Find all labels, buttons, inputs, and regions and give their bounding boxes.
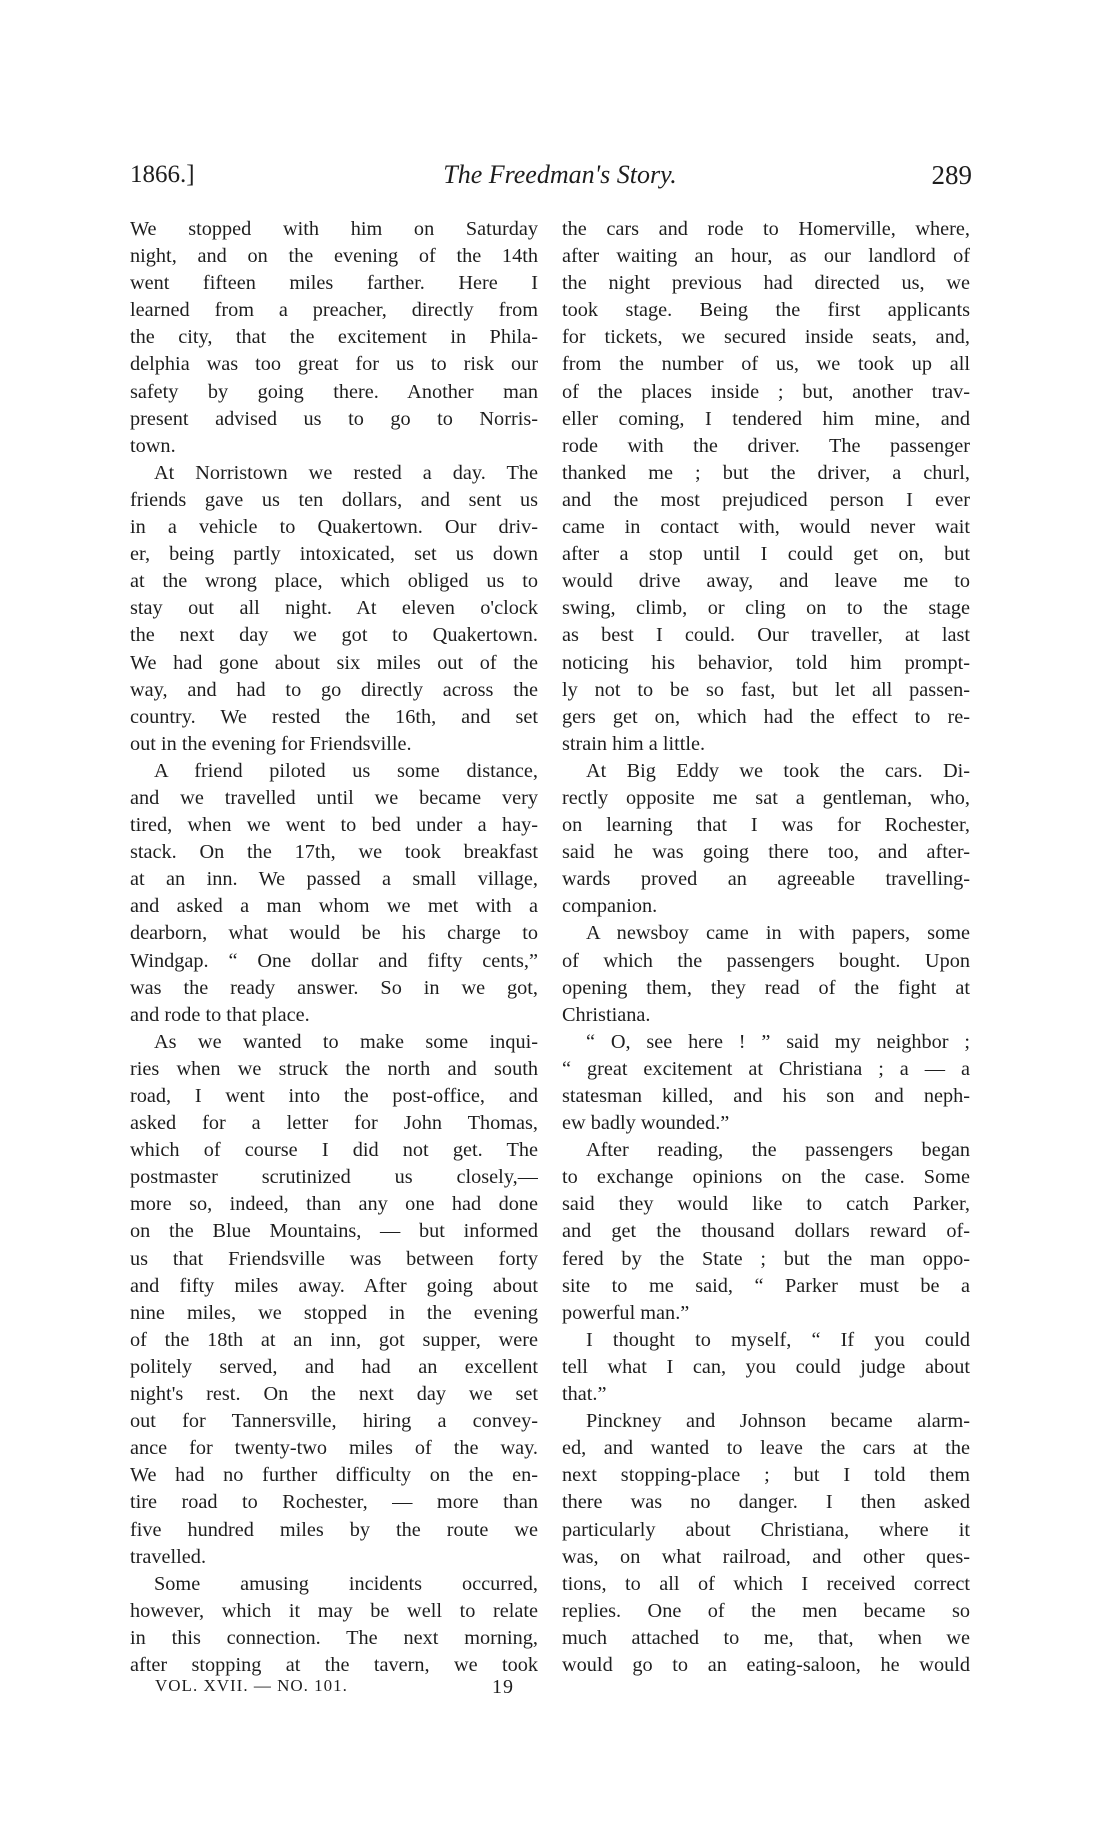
text-line: site to me said, “ Parker must be a [562,1274,970,1297]
paragraph [130,460,538,758]
header-year: 1866.] [130,161,195,188]
text-line: rode with the driver. The passenger [562,434,970,457]
text-line: thanked me ; but the driver, a churl, [562,461,970,484]
text-line: travelled. [130,1545,207,1568]
text-line: strain him a little. [562,732,706,755]
paragraph [562,216,970,758]
text-line: and rode to that place. [130,1003,310,1026]
text-line: delphia was too great for us to risk our [130,353,538,376]
text-line: We had gone about six miles out of the [130,651,538,674]
text-line: five hundred miles by the route we [130,1518,538,1541]
text-line: of the 18th at an inn, got supper, were [130,1328,538,1351]
text-line: eller coming, I tendered him mine, and [562,407,970,430]
text-line: however, which it may be well to relate [130,1599,538,1622]
text-line: to exchange opinions on the case. Some [562,1166,970,1189]
text-line: stay out all night. At eleven o'clock [130,597,538,620]
text-line: night, and on the evening of the 14th [130,245,538,268]
text-line: Windgap. “ One dollar and fifty cents,” [130,949,538,972]
text-line: out in the evening for Friendsville. [130,732,412,755]
text-line: for tickets, we secured inside seats, and, [562,326,970,349]
text-line: next stopping-place ; but I told them [562,1464,970,1487]
paragraph [130,758,538,1029]
text-line: A newsboy came in with papers, some [586,922,970,945]
text-line: after waiting an hour, as our landlord of [562,245,970,268]
text-line: of which the passengers bought. Upon [562,949,970,972]
paragraph [562,758,970,921]
text-line: A friend piloted us some distance, [154,759,538,782]
text-line: wards proved an agreeable travelling- [562,868,970,891]
text-line: stack. On the 17th, we took breakfast [130,841,538,864]
text-line: way, and had to go directly across the [130,678,538,701]
text-line: ries when we struck the north and south [130,1057,538,1080]
text-line: dearborn, what would be his charge to [130,922,538,945]
paragraph [130,1571,538,1679]
text-line: and fifty miles away. After going about [130,1274,538,1297]
text-line: learned from a preacher, directly from [130,299,538,322]
text-line: companion. [562,895,658,918]
text-line: in a vehicle to Quakertown. Our driv- [130,516,538,539]
text-line: ed, and wanted to leave the cars at the [562,1437,970,1460]
text-line: town. [130,434,176,457]
text-line: Pinckney and Johnson became alarm- [586,1410,970,1433]
text-line: the night previous had directed us, we [562,272,970,295]
text-line: er, being partly intoxicated, set us down [130,543,538,566]
text-line: swing, climb, or cling on to the stage [562,597,970,620]
text-column-right [562,216,970,1679]
text-line: We stopped with him on Saturday [130,218,538,240]
paragraph [562,1137,970,1327]
text-line: gers get on, which had the effect to re- [562,705,970,728]
text-line: much attached to me, that, when we [562,1626,970,1649]
text-line: and asked a man whom we met with a [130,895,538,918]
page-number: 289 [931,160,972,190]
text-line: said they would like to catch Parker, [562,1193,970,1216]
text-line: at the wrong place, which obliged us to [130,570,538,593]
text-line: politely served, and had an excellent [130,1355,538,1378]
text-line: rectly opposite me sat a gentleman, who, [562,786,970,809]
paragraph [562,1327,970,1408]
text-line: tire road to Rochester, — more than [130,1491,538,1514]
text-line: asked for a letter for John Thomas, [130,1112,538,1135]
text-line: would go to an eating-saloon, he would [562,1653,970,1676]
text-line: I thought to myself, “ If you could [586,1328,970,1351]
text-line: as best I could. Our traveller, at last [562,624,970,647]
text-line: ly not to be so fast, but let all passen- [562,678,970,701]
text-line: the cars and rode to Homerville, where, [562,218,970,240]
text-line: on the Blue Mountains, — but informed [130,1220,538,1243]
text-line: of the places inside ; but, another trav- [562,380,970,403]
text-line: which of course I did not get. The [130,1139,538,1162]
text-line: At Norristown we rested a day. The [154,461,538,484]
text-line: night's rest. On the next day we set [130,1383,538,1406]
text-line: We had no further difficulty on the en- [130,1464,538,1487]
text-line: took stage. Being the first applicants [562,299,970,322]
text-line: road, I went into the post-office, and [130,1085,538,1107]
text-line: was the ready answer. So in we got, [130,976,538,999]
text-line: the city, that the excitement in Phila- [130,326,538,349]
text-line: opening them, they read of the fight at [562,976,970,999]
text-line: particularly about Christiana, where it [562,1518,970,1541]
text-line: us that Friendsville was between forty [130,1247,538,1270]
text-line: ance for twenty-two miles of the way. [130,1437,538,1460]
paragraph [562,920,970,1028]
text-line: At Big Eddy we took the cars. Di- [586,759,970,782]
text-line: Christiana. [562,1003,651,1026]
text-column-left [130,216,538,1679]
text-line: nine miles, we stopped in the evening [130,1301,538,1324]
text-line: As we wanted to make some inqui- [154,1030,538,1053]
text-line: at an inn. We passed a small village, [130,868,538,891]
text-line: tired, when we went to bed under a hay- [130,814,538,837]
text-line: fered by the State ; but the man oppo- [562,1247,970,1270]
text-line: and we travelled until we became very [130,786,538,809]
text-line: noticing his behavior, told him prompt- [562,651,970,674]
text-line: tell what I can, you could judge about [562,1355,970,1378]
header-title: The Freedman's Story. [443,160,677,189]
paragraph [562,1029,970,1137]
text-line: in this connection. The next morning, [130,1626,538,1649]
text-line: out for Tannersville, hiring a convey- [130,1410,538,1433]
text-line: statesman killed, and his son and neph- [562,1085,970,1107]
text-line: powerful man.” [562,1301,690,1324]
text-line: and get the thousand dollars reward of- [562,1220,970,1243]
paragraph [130,1029,538,1571]
text-line: replies. One of the men became so [562,1599,970,1622]
text-line: that.” [562,1383,607,1406]
text-line: present advised us to go to Norris- [130,407,538,430]
text-line: from the number of us, we took up all [562,353,970,376]
text-line: After reading, the passengers began [586,1139,970,1162]
text-line: more so, indeed, than any one had done [130,1193,538,1216]
text-line: after stopping at the tavern, we took [130,1653,538,1676]
text-line: safety by going there. Another man [130,380,538,403]
text-line: and the most prejudiced person I ever [562,488,970,511]
text-line: the next day we got to Quakertown. [130,624,538,647]
text-line: Some amusing incidents occurred, [154,1572,538,1595]
text-line: on learning that I was for Rochester, [562,814,970,837]
text-line: friends gave us ten dollars, and sent us [130,488,538,511]
text-line: country. We rested the 16th, and set [130,705,538,728]
text-line: said he was going there too, and after- [562,841,970,864]
paragraph [562,1408,970,1679]
text-line: ew badly wounded.” [562,1112,730,1135]
signature-mark: 19 [492,1676,514,1698]
text-line: “ great excitement at Christiana ; a — a [562,1057,970,1080]
text-line: there was no danger. I then asked [562,1491,970,1514]
text-line: after a stop until I could get on, but [562,543,970,566]
text-line: came in contact with, would never wait [562,516,970,539]
paragraph [130,216,538,460]
text-line: postmaster scrutinized us closely,— [130,1166,538,1189]
text-line: would drive away, and leave me to [562,570,970,593]
text-line: went fifteen miles farther. Here I [130,272,538,295]
text-line: tions, to all of which I received correct [562,1572,970,1595]
text-line: “ O, see here ! ” said my neighbor ; [586,1030,970,1053]
text-line: was, on what railroad, and other ques- [562,1545,970,1568]
volume-signature: VOL. XVII. — NO. 101. [155,1676,348,1695]
